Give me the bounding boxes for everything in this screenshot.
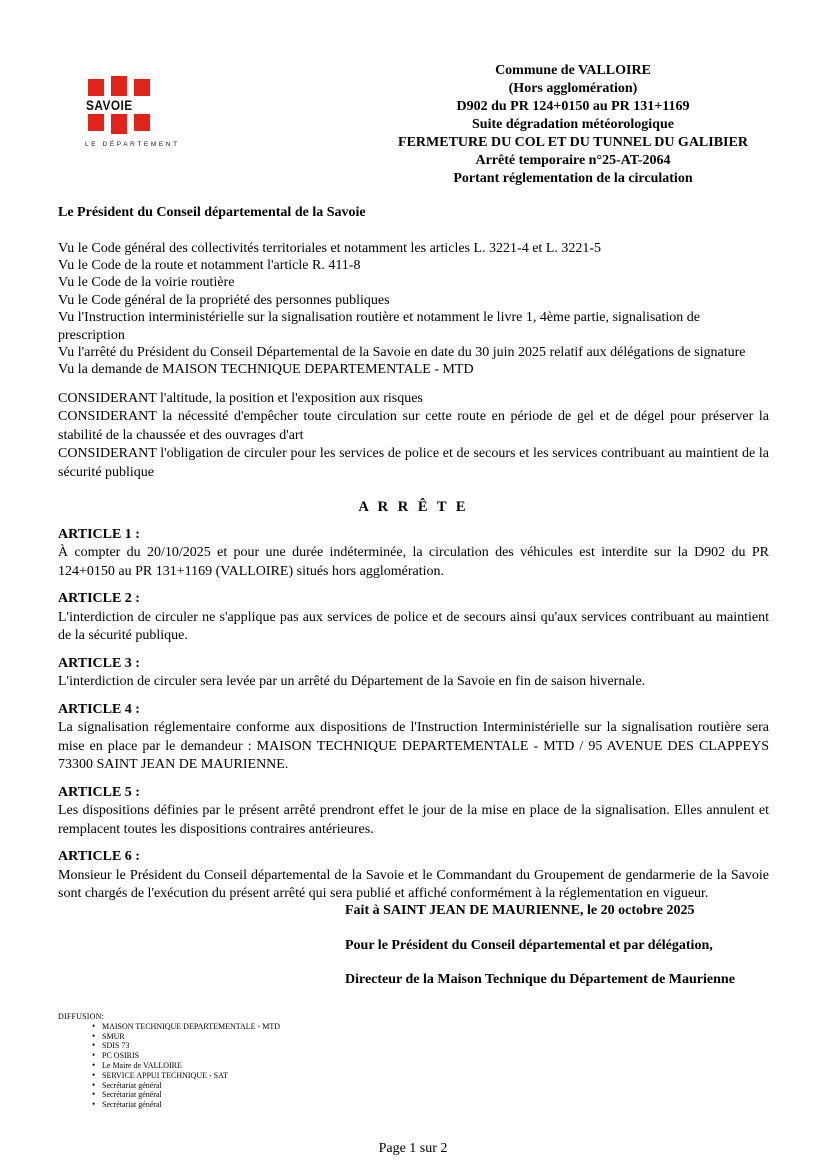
article-body: L'interdiction de circuler sera levée par un arrêté du Département de la Savoie en fin de saison hivernale. xyxy=(58,674,646,690)
president-heading: Le Président du Conseil départemental de la Savoie xyxy=(58,205,366,220)
diffusion-list xyxy=(58,1022,280,1110)
article-body: Les dispositions définies par le présent arrêté prendront effet le jour de la mise en place de la signalisation. Elles annulent et remplacent toutes les dispositions contraires antérieures. xyxy=(58,803,769,837)
article-2 xyxy=(58,590,769,646)
header-line-commune: Commune de VALLOIRE xyxy=(495,63,651,78)
article-6 xyxy=(58,848,769,904)
logo-square-bottom-right xyxy=(134,114,150,131)
arrete-heading: A R R Ê T E xyxy=(358,499,469,516)
logo-wordmark: SAVOIE xyxy=(86,97,133,113)
article-title: ARTICLE 1 : xyxy=(58,526,140,542)
article-title: ARTICLE 2 : xyxy=(58,591,140,607)
vu-item: Vu le Code de la voirie routière xyxy=(58,275,235,291)
diffusion-label: DIFFUSION: xyxy=(58,1012,105,1021)
considerant-list xyxy=(58,390,769,483)
diffusion-item: • PC OSIRIS xyxy=(92,1051,280,1061)
article-body: L'interdiction de circuler ne s'applique pas aux services de police et de secours ainsi qu'aux services contribuant au maintient de la sécurité publique. xyxy=(58,609,769,644)
header-block xyxy=(372,62,774,188)
vu-item: Vu le Code de la route et notamment l'article R. 411-8 xyxy=(58,257,361,273)
diffusion-item: • Le Maire de VALLOIRE xyxy=(92,1061,280,1071)
article-5 xyxy=(58,784,769,840)
savoie-cross-icon xyxy=(88,76,150,134)
header-line-decree-number: Arrêté temporaire n°25-AT-2064 xyxy=(475,153,671,168)
diffusion-item: • Secrétariat général xyxy=(92,1081,280,1091)
diffusion-item: • SDIS 73 xyxy=(92,1041,280,1051)
savoie-logo xyxy=(85,76,218,148)
article-title: ARTICLE 5 : xyxy=(58,784,140,800)
vu-item: Vu la demande de MAISON TECHNIQUE DEPARTEMENTALE - MTD xyxy=(58,362,474,378)
diffusion-block xyxy=(58,1012,280,1110)
vu-item: Vu le Code général des collectivités territoriales et notamment les articles L. 3221-4 et L. 3221-5 xyxy=(58,240,602,256)
article-title: ARTICLE 4 : xyxy=(58,701,140,717)
signature-delegation: Pour le Président du Conseil départemental et par délégation, xyxy=(345,937,713,953)
considerant-item: CONSIDERANT la nécessité d'empêcher toute circulation sur cette route en période de gel et de dégel pour préserver la stabilité de la chaussée et des ouvrages d'art xyxy=(58,409,769,443)
article-body: La signalisation réglementaire conforme aux dispositions de l'Instruction Interministérielle sur la signalisation routière sera mise en place par le demandeur : MAISON TECHNIQUE DEPARTEMENTALE - MTD / 95 AVENUE DES CLAPPEYS 73300 SAINT JEAN DE MAURIENNE. xyxy=(58,720,769,773)
logo-square-top-left xyxy=(88,79,104,96)
header-line-closure-title: FERMETURE DU COL ET DU TUNNEL DU GALIBIER xyxy=(398,135,748,150)
vu-item: Vu le Code général de la propriété des personnes publiques xyxy=(58,292,390,308)
signature-block xyxy=(345,902,735,1006)
article-body: À compter du 20/10/2025 et pour une durée indéterminée, la circulation des véhicules est interdite sur la D902 du PR 124+0150 au PR 131+1169 (VALLOIRE) situés hors agglomération. xyxy=(58,545,769,579)
article-title: ARTICLE 3 : xyxy=(58,655,140,671)
article-3 xyxy=(58,655,769,692)
page-number: Page 1 sur 2 xyxy=(378,1141,448,1156)
vu-list xyxy=(58,240,769,379)
considerant-item: CONSIDERANT l'obligation de circuler pour les services de police et de secours et les services contribuant au maintient de la sécurité publique xyxy=(58,446,769,480)
header-line-road-section: D902 du PR 124+0150 au PR 131+1169 xyxy=(456,99,690,114)
diffusion-item: • MAISON TECHNIQUE DEPARTEMENTALE - MTD xyxy=(92,1022,280,1032)
header-line-reason: Suite dégradation météorologique xyxy=(472,117,674,132)
logo-square-bottom-left xyxy=(88,114,104,131)
article-4 xyxy=(58,701,769,775)
article-body: Monsieur le Président du Conseil départemental de la Savoie et le Commandant du Groupement de gendarmerie de la Savoie sont chargés de l'exécution du présent arrêté qui sera publié et affiché conformément à la réglementation en vigueur. xyxy=(58,867,769,902)
document-body xyxy=(58,204,769,904)
vu-item: Vu l'Instruction interministérielle sur la signalisation routière et notamment le livre 1, 4ème partie, signalisation de prescription xyxy=(58,310,701,343)
diffusion-item: • Secrétariat général xyxy=(92,1100,280,1110)
header-line-subject: Portant réglementation de la circulation xyxy=(453,171,693,186)
diffusion-item: • SMUR xyxy=(92,1032,280,1042)
header-line-hors-agglomeration: (Hors agglomération) xyxy=(508,81,638,96)
signature-place-date: Fait à SAINT JEAN DE MAURIENNE, le 20 octobre 2025 xyxy=(345,903,695,918)
logo-subtitle: LE DÉPARTEMENT xyxy=(85,141,180,148)
diffusion-item: • Secrétariat général xyxy=(92,1090,280,1100)
considerant-item: CONSIDERANT l'altitude, la position et l'exposition aux risques xyxy=(58,390,423,406)
diffusion-item: • SERVICE APPUI TECHNIQUE - SAT xyxy=(92,1071,280,1081)
logo-square-top-right xyxy=(134,79,150,96)
signature-title: Directeur de la Maison Technique du Département de Maurienne xyxy=(345,972,735,987)
logo-wordmark-band xyxy=(86,96,152,114)
vu-item: Vu l'arrêté du Président du Conseil Départemental de la Savoie en date du 30 juin 2025 relatif aux délégations de signature xyxy=(58,344,746,360)
article-title: ARTICLE 6 : xyxy=(58,849,140,865)
article-1 xyxy=(58,526,769,582)
